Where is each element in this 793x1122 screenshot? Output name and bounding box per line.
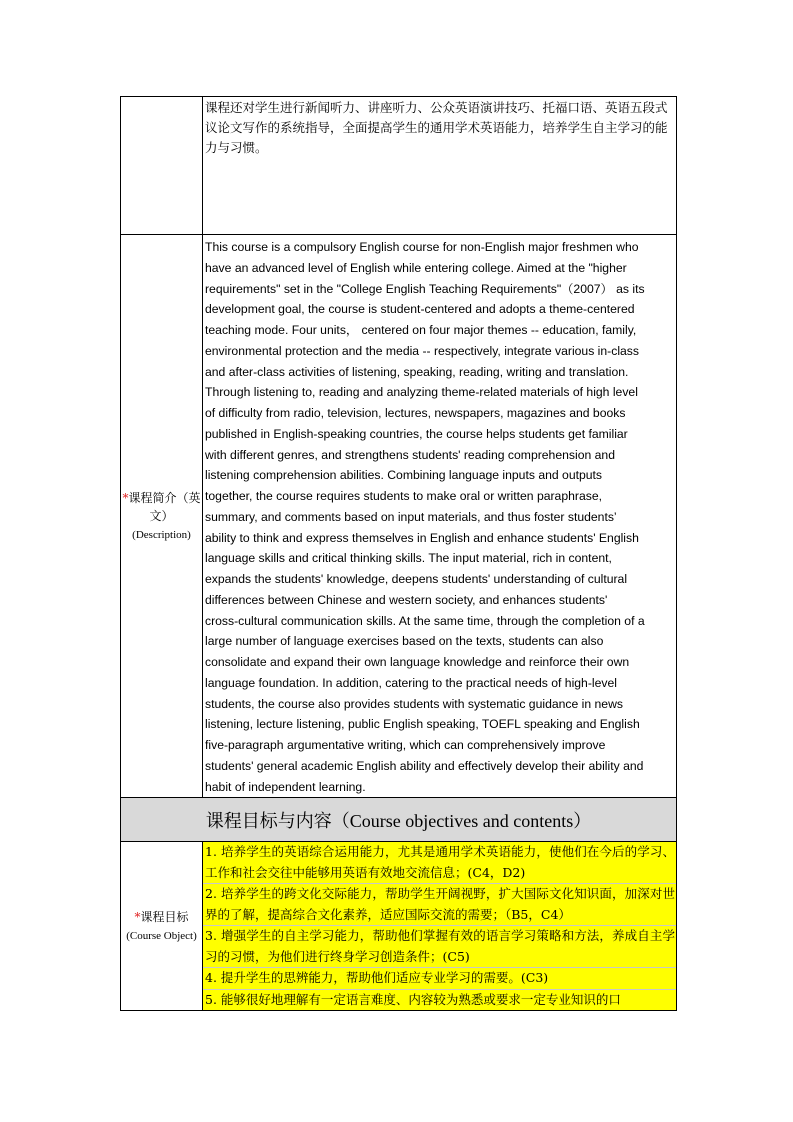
zh-description-label-cell [121, 97, 203, 235]
en-description-line: expands the students' knowledge, deepens students' understanding of cultural [205, 572, 628, 586]
label-zh-line2: 文） [149, 508, 174, 523]
course-info-table [120, 96, 677, 1011]
section-heading-en: （Course objectives and contents） [331, 810, 592, 831]
objective-item: 1. 培养学生的英语综合运用能力，尤其是通用学术英语能力，使他们在今后的学习、工作和社会交往中能够用英语有效地交流信息；(C4，D2) [203, 842, 676, 884]
section-heading [121, 798, 677, 842]
en-description-line: five-paragraph argumentative writing, which can comprehensively improve [205, 738, 606, 752]
en-description-line: teaching mode. Four units， centered on four major themes -- education, family, [205, 323, 637, 337]
en-description-line: environmental protection and the media -- respectively, integrate various in-class [205, 343, 639, 358]
zh-description-row [121, 97, 677, 235]
objectives-label-en: (Course Object) [126, 929, 197, 942]
en-description-line: ability to think and express themselves in English and enhance students' English [205, 530, 639, 545]
required-asterisk: * [134, 909, 141, 924]
en-description-line: summary, and comments based on input materials, and thus foster students’ [205, 509, 617, 524]
en-description-line: consolidate and expand their own language knowledge and reinforce their own [205, 655, 630, 669]
en-description-line: development goal, the course is student-centered and adopts a theme-centered [205, 302, 635, 317]
en-description-line: and after-class activities of listening, speaking, reading, writing and translation. [205, 364, 629, 379]
en-description-text [203, 235, 677, 798]
en-description-line: habit of independent learning. [205, 779, 366, 794]
objective-item: 3. 增强学生的自主学习能力，帮助他们掌握有效的语言学习策略和方法，养成自主学习的习惯，为他们进行终身学习创造条件；(C5) [203, 926, 676, 968]
zh-description-text: 课程还对学生进行新闻听力、讲座听力、公众英语演讲技巧、托福口语、英语五段式议论文写作的系统指导，全面提高学生的通用学术英语能力，培养学生自主学习的能力与习惯。 [203, 97, 677, 235]
objective-item: 2. 培养学生的跨文化交际能力，帮助学生开阔视野，扩大国际文化知识面，加深对世界的了解，提高综合文化素养，适应国际交流的需要；（B5，C4） [203, 884, 676, 926]
en-description-line: This course is a compulsory English course for non-English major freshmen who [205, 240, 639, 254]
objectives-label [121, 842, 203, 1011]
required-asterisk: * [122, 490, 129, 505]
en-description-line: students' general academic English ability and effectively develop their ability and [205, 758, 644, 773]
en-description-line: listening, lecture listening, public English speaking, TOEFL speaking and English [205, 717, 640, 732]
en-description-line: differences between Chinese and western society, and enhances students' [205, 592, 608, 607]
section-heading-row [121, 798, 677, 842]
en-description-line: cross-cultural communication skills. At the same time, through the completion of a [205, 613, 645, 628]
en-description-line: requirements" set in the "College English Teaching Requirements"（2007） as its [205, 281, 645, 296]
objectives-row [121, 842, 677, 1011]
en-description-line: large number of language exercises based on the texts, students can also [205, 634, 604, 649]
en-description-line: Through listening to, reading and analyzing theme-related materials of high level [205, 385, 638, 400]
section-heading-zh: 课程目标与内容 [205, 810, 332, 832]
objectives-label-zh: 课程目标 [140, 909, 189, 924]
objective-item: 5. 能够很好地理解有一定语言难度、内容较为熟悉或要求一定专业知识的口 [203, 990, 676, 1011]
en-description-line: listening comprehension abilities. Combining language inputs and outputs [205, 468, 603, 483]
en-description-row [121, 235, 677, 798]
en-description-line: with different genres, and strengthens students' reading comprehension and [205, 447, 615, 462]
objective-item: 4. 提升学生的思辨能力，帮助他们适应专业学习的需要。(C3) [203, 968, 676, 990]
objectives-list [203, 842, 676, 1010]
en-description-line: students, the course also provides students with systematic guidance in news [205, 696, 623, 711]
en-description-line: of difficulty from radio, television, lectures, newspapers, magazines and books [205, 406, 626, 420]
en-description-lines [205, 237, 675, 797]
en-description-label [121, 235, 203, 798]
en-description-line: together, the course requires students to make oral or written paraphrase, [205, 489, 602, 503]
label-zh-line1: 课程简介（英 [128, 490, 201, 505]
en-description-line: language foundation. In addition, catering to the practical needs of high-level [205, 675, 617, 690]
en-description-line: published in English-speaking countries, the course helps students get familiar [205, 426, 628, 441]
en-description-line: have an advanced level of English while entering college. Aimed at the "higher [205, 260, 627, 275]
objectives-list-cell [203, 842, 677, 1011]
label-en: (Description) [132, 528, 191, 541]
en-description-line: language skills and critical thinking skills. The input material, rich in content, [205, 551, 612, 566]
